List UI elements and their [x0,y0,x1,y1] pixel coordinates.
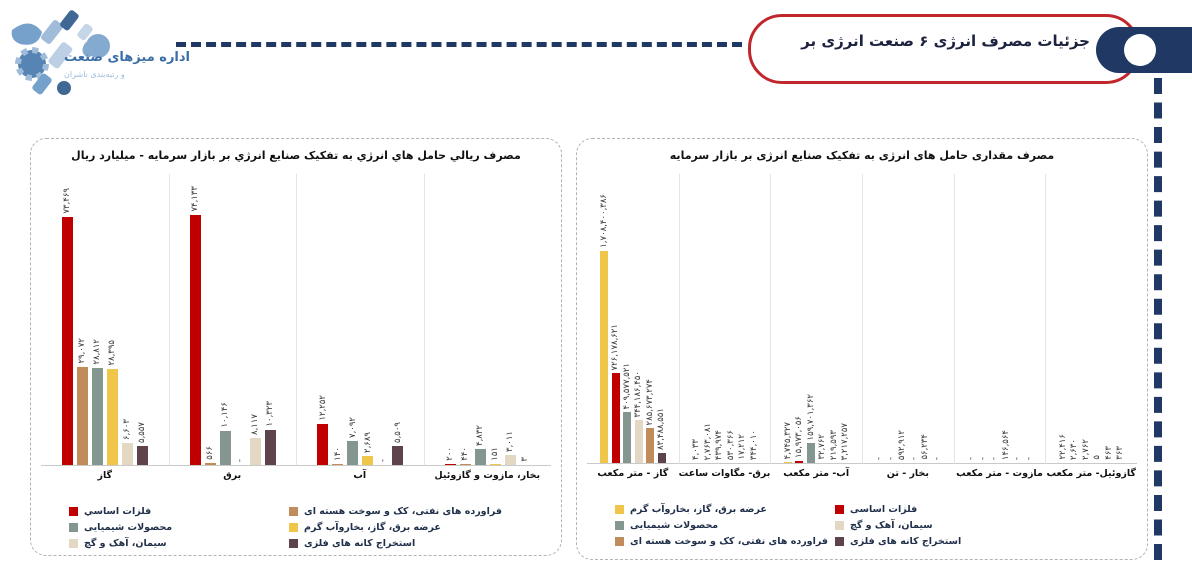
bar-group [679,174,771,496]
bar-value-label: ۱۷,۲۱۲ [737,434,747,460]
bar-slot [77,338,88,465]
bar-value-label: ۵ [1092,455,1103,460]
bar-value-label: ۲,۷۶۳,۰۸۱ [702,422,713,460]
legend-column [69,506,289,549]
plot-area [169,174,297,466]
bar-value-label: ۲۹,۰۷۲ [77,338,87,364]
bar-slot [1082,439,1091,463]
bar-value-label: ۵۳۰,۳۶۶ [725,429,736,460]
bar-slot [704,423,713,463]
bar-slot [841,423,850,463]
quantity-consumption-chart-panel [576,138,1148,560]
bar-value-label: ۳,۰۱۱ [505,431,515,452]
bar-slot [898,430,907,463]
legend-label: استخراج کانه های فلزی [850,536,962,547]
bar [392,446,403,465]
legend-column [615,504,835,547]
bar [490,464,501,465]
legend-swatch [615,521,624,530]
bar-slot [460,447,471,465]
legend-swatch [289,539,298,548]
bar [220,431,231,465]
legend-swatch [835,521,844,530]
bar [635,420,643,463]
bar-value-label: ۲۸,۸۱۲ [92,339,102,365]
legend-item [615,504,835,515]
bar-value-label: ۶,۶۰۳ [122,419,132,440]
legend-swatch [289,507,298,516]
legend-label: استخراج کانه های فلزی [304,538,416,549]
page-title: جزئیات مصرف انرژی ۶ صنعت انرژی بر [801,32,1090,50]
bar-slot [818,434,827,463]
bar-value-label: ۷۲۶,۱۷۸,۶۲۱ [610,323,621,370]
bar-group [424,174,552,498]
bar-value-label: ۱۴۰ [332,447,343,461]
bar-value-label: ۱۴۶,۵۶۴ [1000,429,1011,460]
chart-legend [587,504,1137,547]
bar-value-label: ۸۳,۴۸۸,۵۵۱ [656,408,667,450]
bar-slot [979,457,988,463]
rial-consumption-chart-panel [30,138,562,556]
chart-legend [41,506,551,549]
bar-slot [1002,430,1011,463]
bar-group [587,174,679,496]
bar-group [770,174,862,496]
bar-value-label: ۷۴,۱۳۳ [190,186,200,212]
plot-area [296,174,424,466]
bar-group [1045,174,1137,496]
bar [795,461,803,463]
bar-slot [62,188,73,465]
legend-column [289,506,549,549]
bar [347,441,358,465]
bar-value-label: - [377,458,388,462]
bar-slot [646,379,655,464]
logo-subtitle: و رتبه‌بندی ناشران [64,70,125,79]
bar-slot [317,395,328,465]
bar-slot [967,457,976,463]
bar-slot [220,402,231,465]
bar-value-label: ۱۰,۱۴۶ [220,402,230,428]
bar-slot [600,194,609,463]
right-edge-dashed-line [1154,78,1162,560]
bar-value-label: ۳۴۴,۰۱۰ [748,429,759,460]
bar-slot [623,363,632,464]
bar [317,424,328,465]
bar-value-label: ۳۲,۷۶۲ [817,434,828,460]
bar-slot [190,186,201,465]
legend-item [835,536,1095,547]
bar-slot [250,414,261,465]
bar-value-label: ۷,۰۹۲ [347,417,358,438]
plot-area [862,174,954,464]
legend-item [615,520,835,531]
plot-area [587,174,679,464]
bar-value-label: - [874,456,885,460]
bar-value-label: ۴۶۳ [1103,446,1114,460]
bar [265,430,276,465]
legend-item [289,538,549,549]
bar-slot [875,457,884,463]
bar [250,438,261,465]
legend-swatch [69,507,78,516]
bar-slot [921,434,930,463]
category-label: برق- مگاوات ساعت [678,468,771,479]
bar [623,412,631,463]
legend-label: فلزات اساسی [850,504,918,515]
bar-slot [1093,455,1102,463]
bar [362,456,373,465]
bar-slot [122,419,133,465]
bar-value-label: ۱,۷۰۸,۴۰۰,۳۸۶ [598,194,609,248]
legend-item [289,522,549,533]
bar-value-label: ۲۲,۴۱۶ [1057,434,1068,460]
legend-item [69,506,289,517]
legend-item [69,538,289,549]
bar-slot [205,446,216,465]
chart-title: مصرف ريالي حامل هاي انرژي به تفکیک صنایع انرژي بر بازار سرمایه - میلیارد ریال [71,149,521,162]
legend-item [69,522,289,533]
bar-slot [362,432,373,465]
category-label: بخار، مازوت و گازوئیل [434,470,541,481]
bar-value-label: - [1023,456,1034,460]
bar-slot [92,339,103,465]
bar-slot [137,422,148,465]
bar-slot [738,434,747,463]
legend-swatch [835,537,844,546]
bar-slot [1013,457,1022,463]
bar [107,369,118,465]
legend-label: فراورده های نفتی، کک و سوخت هسته ای [304,506,502,517]
header-pill-circle-icon [1124,34,1156,66]
bar-value-label: ۲۰۰ [445,447,455,461]
bar-slot [445,447,456,465]
plot-area [424,174,552,466]
bar-value-label: ۳ [520,457,530,462]
legend-label: فراورده های نفتی، کک و سوخت هسته ای [630,536,828,547]
legend-label: فلزات اساسي [84,506,152,517]
category-label: گاز [97,470,113,481]
bar-value-label: ۱۵۱ [490,447,500,461]
bar-slot [910,457,919,463]
organization-logo [6,2,256,102]
bar-value-label: ۵۹۲,۹۱۲ [897,429,908,460]
bar-slot [933,457,942,463]
bar-slot [795,416,804,463]
bar-slot [692,439,701,463]
bar [190,215,201,465]
bar-slot [505,431,516,465]
plot-area [954,174,1046,464]
bar-value-label: ۴۰۹,۵۷۷,۵۲۱ [621,362,632,409]
bar [92,368,103,465]
bar-slot [490,447,501,465]
legend-swatch [289,523,298,532]
bar-value-label: ۸,۱۱۷ [250,414,260,435]
bar-value-label: ۲,۶۸۹ [362,432,373,453]
bar-slot [377,459,388,465]
bar-slot [265,401,276,465]
legend-label: محصولات شیمیایی [630,520,719,531]
bar-slot [657,408,666,463]
bar-slot [475,425,486,465]
bar [332,464,343,465]
plot-area [41,174,169,466]
bar [475,449,486,465]
bar-value-label: ۱۲,۲۵۲ [317,395,328,421]
header-pill [1096,27,1192,73]
bar-value-label: ۳۴۴,۱۸۶,۴۵۰ [633,370,644,417]
bar-slot [715,430,724,463]
bar-value-label: ۲۸۵,۶۷۳,۲۷۴ [644,378,655,425]
legend-swatch [615,505,624,514]
bar-slot [392,422,403,465]
bar-value-label: - [977,456,988,460]
bar-group [954,174,1046,496]
bar-value-label: ۲۸,۳۹۵ [107,340,117,366]
bar-slot [332,447,343,465]
bar-slot [107,340,118,465]
legend-swatch [835,505,844,514]
bar-group [41,174,169,498]
bar-value-label: ۳۶۳ [1115,446,1126,460]
bar-slot [750,430,759,463]
bar-slot [727,430,736,463]
legend-item [835,504,1095,515]
bar-value-label: ۲,۷۶۲ [1080,439,1091,460]
bar-slot [347,417,358,465]
legend-label: عرضه برق، گاز، بخاروآب گرم [630,504,767,515]
bar [505,455,516,465]
bar [600,251,608,463]
bar [612,373,620,463]
bar-value-label: ۴,۰۳۳ [691,439,701,460]
bar [205,463,216,465]
category-label: آب [353,470,367,481]
bar-value-label: - [1012,456,1023,460]
bar-value-label: ۵۶,۲۳۴ [920,434,931,460]
header-dashed-line [176,42,742,47]
bar-value-label: - [989,456,1000,460]
bar-value-label: - [931,456,942,460]
legend-label: عرضه برق، گاز، بخاروآب گرم [304,522,441,533]
category-label: مازوت - متر مکعب [956,468,1043,479]
bar-value-label: ۴,۷۴۵,۳۲۷ [782,421,793,459]
bar-slot [520,457,531,465]
bar-slot [830,430,839,463]
charts-area [30,138,1148,560]
bar-slot [611,324,620,464]
category-label: برق [223,470,242,481]
category-label: بخار - تن [886,468,929,479]
quantity-consumption-chart [587,174,1137,496]
legend-label: محصولات شیمیایی [84,522,173,533]
bar [137,446,148,465]
legend-item [289,506,549,517]
bar-value-label: - [908,456,919,460]
legend-column [835,504,1095,547]
legend-swatch [69,539,78,548]
bar [460,464,471,465]
bar-value-label: ۵۶۶ [205,446,215,460]
bar-value-label: ۵,۵۵۷ [137,422,147,443]
legend-swatch [615,537,624,546]
chart-title: مصرف مقداری حامل های انرژی به تفکیک صنایع انرژی بر بازار سرمایه [669,149,1055,162]
bar-slot [784,422,793,463]
bar [784,462,792,463]
bar-value-label: ۲,۶۳۰ [1069,439,1080,460]
legend-swatch [69,523,78,532]
bar-value-label: ۲۱۹,۵۹۳ [828,429,839,460]
bar-value-label: - [966,456,977,460]
bar-value-label: - [885,456,896,460]
bar [122,443,133,465]
bar-group [169,174,297,498]
bar-group [862,174,954,496]
bar-value-label: ۷۳,۴۶۹ [62,188,72,214]
bar-slot [1025,457,1034,463]
bar-slot [1105,446,1114,463]
bar [807,443,815,463]
bar-slot [235,459,246,465]
bar [77,367,88,465]
bar-value-label: ۴۳۹,۹۷۴ [714,429,724,460]
bar-value-label: ۱۵۹,۷۰۱,۳۶۲ [805,393,816,440]
rial-consumption-chart [41,174,551,498]
bar [658,453,666,463]
bar-slot [1070,439,1079,463]
bar-slot [990,457,999,463]
plot-area [770,174,862,464]
bar-value-label: ۴,۸۳۲ [475,425,485,446]
legend-label: سیمان، آهک و گچ [850,520,933,531]
bar [646,428,654,463]
plot-area [679,174,771,464]
bar-group [296,174,424,498]
category-label: گاز - متر مکعب [597,468,669,479]
bar-value-label: - [235,458,245,462]
bar-value-label: ۴۴۰ [460,447,470,461]
legend-item [615,536,835,547]
bar-slot [887,457,896,463]
bar-value-label: ۵,۵۰۹ [392,422,403,443]
logo-title: اداره میزهای صنعت [64,50,191,65]
bar-value-label: ۱۵,۹۷۳,۰۵۶ [794,416,805,458]
legend-label: سیمان، آهک و گچ [84,538,167,549]
bar-slot [807,394,816,464]
bar-slot [1059,434,1068,463]
bar-slot [1116,446,1125,463]
bar-value-label: ۱۰,۳۲۳ [265,401,275,427]
bar [62,217,73,465]
category-label: آب- متر مکعب [783,468,850,479]
bar [445,464,456,465]
bar-value-label: ۳,۲۱۷,۲۵۷ [840,422,851,460]
legend-item [835,520,1095,531]
bar-slot [634,371,643,464]
category-label: گازوئیل- متر مکعب [1046,468,1136,479]
plot-area [1045,174,1137,464]
